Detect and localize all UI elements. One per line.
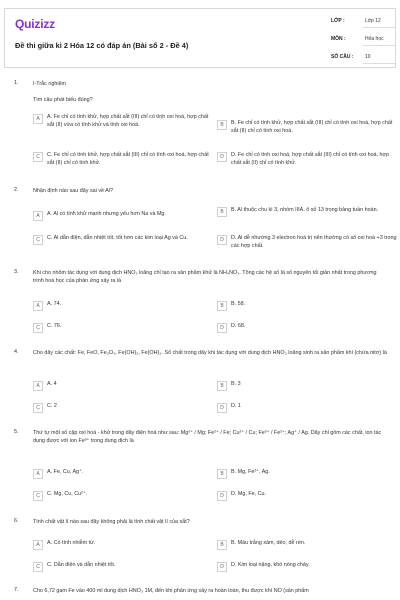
- option-text: A. Al có tính khử mạnh nhưng yếu hơn Na và Mg.: [47, 211, 166, 217]
- question-text: Nhận định nào sau đây sai về Al?: [33, 188, 114, 194]
- option-letter: C: [33, 403, 43, 413]
- question-number: 4.: [14, 349, 19, 355]
- option-text: D. 1: [231, 403, 241, 409]
- question-text: I-Trắc nghiệm: [33, 81, 67, 87]
- option-text: C. Al dẫn điện, dẫn nhiệt tốt, tốt hơn các kim loại Ag và Cu.: [47, 235, 188, 241]
- option-text: B. 3: [231, 381, 241, 387]
- quizizz-logo: Quizizz: [15, 17, 55, 31]
- option-letter: C: [33, 323, 43, 333]
- meta-divider: [363, 63, 395, 64]
- question-text: Cho 6,72 gam Fe vào 400 ml dung dịch HNO₃ 1M, đến khi phản ứng xảy ra hoàn toàn, thu được khí NO (sản phẩm: [33, 588, 309, 594]
- option-text: D. 68.: [231, 323, 246, 329]
- option-letter: D: [217, 491, 227, 501]
- meta-count-label: SỐ CÂU :: [331, 54, 354, 60]
- option-letter: B: [217, 469, 227, 479]
- option-letter: A: [33, 211, 43, 221]
- option-text: C. 76.: [47, 323, 62, 329]
- option-text: C. Fe chỉ có tính khử, hợp chất sắt (III) chỉ có tính oxi hoá, hợp chất sắt (II) chỉ có tính khử.: [47, 152, 209, 166]
- option-text: B. Màu trắng xám, dẻo, dễ rèn.: [231, 540, 306, 546]
- option-text: A. Fe, Cu, Ag⁺.: [47, 469, 84, 475]
- option-text: A. Fe chỉ có tính khử, hợp chất sắt (III) chỉ có tính oxi hoá, hợp chất sắt (II) vừa có tính khử và tính oxi hoá.: [47, 114, 209, 128]
- option-letter: A: [33, 469, 43, 479]
- option-letter: D: [217, 235, 227, 245]
- option-letter: B: [217, 381, 227, 391]
- meta-subject-label: MÔN :: [331, 36, 346, 42]
- option-letter: B: [217, 120, 227, 130]
- meta-count-value: 10: [365, 54, 371, 60]
- question-number: 5.: [14, 429, 19, 435]
- option-text: A. Có tính nhiễm từ.: [47, 540, 96, 546]
- option-text: C. Mg, Cu, Cu²⁺.: [47, 491, 88, 497]
- option-text: D. Al dễ nhường 3 electron hoá trị nên thường có số oxi hoá +3 trong các hợp chất.: [231, 235, 397, 249]
- meta-info: [327, 9, 397, 69]
- option-text: A. 4: [47, 381, 57, 387]
- question-number: 1.: [14, 80, 19, 86]
- question-text: Khi cho nhôm tác dụng với dung dịch HNO₃ loãng chỉ tạo ra sản phẩm khử là NH₄NO₃. Tổng các hệ số là số nguyên tối giản nhất trong phương trình hoá học của phản ứng xảy ra là: [33, 270, 377, 284]
- option-text: B. 58.: [231, 301, 246, 307]
- option-text: C. Dẫn điện và dẫn nhiệt tốt.: [47, 562, 116, 568]
- meta-divider: [363, 27, 395, 28]
- option-letter: C: [33, 152, 43, 162]
- question-number: 6.: [14, 518, 19, 524]
- page-title: Đề thi giữa kì 2 Hóa 12 có đáp án (Bài số 2 - Đề 4): [15, 41, 189, 50]
- option-text: B. Fe chỉ có tính khử, hợp chất sắt (III) chỉ có tính oxi hoá, hợp chất sắt (II) chỉ có tính oxi hoá.: [231, 120, 393, 134]
- meta-divider: [363, 45, 395, 46]
- question-number: 2.: [14, 187, 19, 193]
- option-text: C. 2: [47, 403, 57, 409]
- option-text: D. Mg, Fe, Cu.: [231, 491, 267, 497]
- option-text: D. Fe chỉ có tính oxi hoá, hợp chất sắt (III) chỉ có tính oxi hoá, hợp chất sắt (II) chỉ có tính khử.: [231, 152, 390, 166]
- meta-subject-value: Hóa học: [365, 36, 384, 42]
- option-letter: D: [217, 323, 227, 333]
- question-number: 3.: [14, 269, 19, 275]
- worksheet-header: [4, 8, 396, 68]
- option-letter: A: [33, 540, 43, 550]
- question-text: Thứ tự một số cặp oxi hoá - khử trong dãy điện hoá như sau: Mg²⁺ / Mg; Fe²⁺ / Fe; Cu²⁺ / Cu; Fe³⁺ / Fe²⁺; Ag⁺ / Ag. Dãy chỉ gồm các chất, ion tác dụng được với ion Fe³⁺ trong dung dịch là: [33, 430, 382, 444]
- option-letter: D: [217, 152, 227, 162]
- option-letter: A: [33, 301, 43, 311]
- option-text: B. Al thuộc chu kì 3, nhóm IIIA, ô số 13 trong bảng tuần hoàn.: [231, 207, 379, 213]
- option-letter: C: [33, 235, 43, 245]
- option-letter: B: [217, 207, 227, 217]
- meta-class-label: LỚP :: [331, 18, 345, 24]
- option-letter: B: [217, 540, 227, 550]
- option-text: A. 74.: [47, 301, 62, 307]
- option-text: B. Mg, Fe²⁺, Ag.: [231, 469, 270, 475]
- question-number: 7.: [14, 587, 19, 593]
- option-letter: D: [217, 562, 227, 572]
- option-letter: C: [33, 491, 43, 501]
- question-text: Cho dãy các chất: Fe, FeO, Fe₃O₄, Fe(OH)₂, Fe(OH)₃. Số chất trong dãy khi tác dụng với dung dịch HNO₃ loãng sinh ra sản phẩm khí (chứa nitơ) là: [33, 350, 387, 356]
- option-letter: A: [33, 114, 43, 124]
- meta-class-value: Lớp 12: [365, 18, 381, 24]
- question-subtext: Tìm câu phát biểu đúng?: [33, 97, 93, 103]
- option-text: D. Kim loại nặng, khó nóng chảy.: [231, 562, 310, 568]
- option-letter: D: [217, 403, 227, 413]
- option-letter: A: [33, 381, 43, 391]
- option-letter: C: [33, 562, 43, 572]
- question-text: Tính chất vật lí nào sau đây không phải là tính chất vật lí của sắt?: [33, 519, 190, 525]
- option-letter: B: [217, 301, 227, 311]
